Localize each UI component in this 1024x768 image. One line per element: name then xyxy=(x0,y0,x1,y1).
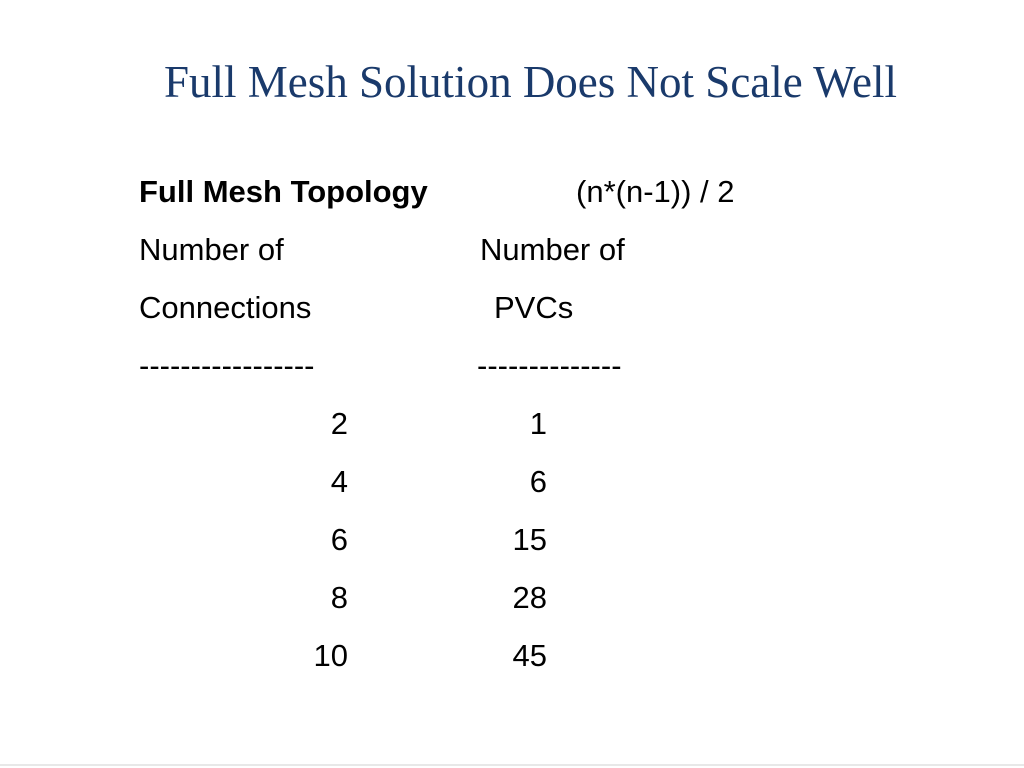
table-row-pvcs: 1 xyxy=(529,406,547,441)
connections-header-line1: Number of xyxy=(139,232,284,267)
pvcs-header-line2: PVCs xyxy=(494,290,574,325)
table-row-connections: 4 xyxy=(330,464,348,499)
connections-header-line2: Connections xyxy=(139,290,312,325)
table-row-pvcs: 15 xyxy=(512,522,547,557)
table-row-connections: 6 xyxy=(330,522,348,557)
table-row-pvcs: 6 xyxy=(529,464,547,499)
topology-heading: Full Mesh Topology xyxy=(139,174,428,209)
pvcs-header-line1: Number of xyxy=(480,232,625,267)
formula-text: (n*(n-1)) / 2 xyxy=(576,174,735,209)
bottom-divider xyxy=(0,764,1024,766)
table-row-pvcs: 28 xyxy=(512,580,547,615)
table-row-pvcs: 45 xyxy=(512,638,547,673)
connections-divider: ----------------- xyxy=(139,348,315,383)
pvcs-divider: -------------- xyxy=(477,348,622,383)
table-row-connections: 10 xyxy=(313,638,348,673)
table-row-connections: 8 xyxy=(330,580,348,615)
table-row-connections: 2 xyxy=(330,406,348,441)
slide-title: Full Mesh Solution Does Not Scale Well xyxy=(164,57,898,107)
